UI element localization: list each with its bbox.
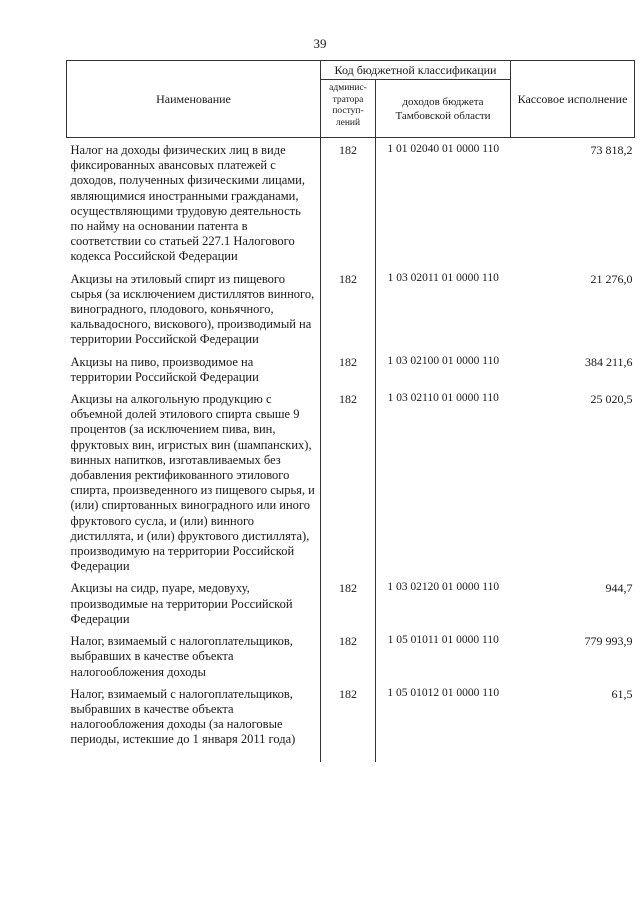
row-admin-code: 182 [321,350,376,387]
row-name: Налог, взимаемый с налогоплательщиков, выбравших в качестве объекта налогообложения доходы [67,629,321,682]
row-income-code: 1 03 02011 01 0000 110 [387,271,499,284]
page-number: 39 [313,36,327,51]
row-amount: 61,5 [611,686,633,701]
row-admin-code: 182 [321,629,376,682]
row-admin-code: 182 [321,138,376,267]
table-row [67,682,635,762]
row-amount: 384 211,6 [584,354,633,369]
row-income-code: 1 05 01011 01 0000 110 [387,634,499,647]
table-row [67,267,635,350]
header-budget-code: Код бюджетной классификации [321,61,511,80]
row-amount: 779 993,9 [584,634,633,649]
table-body [67,138,635,762]
row-name: Налог на доходы физических лиц в виде фиксированных авансовых платежей с доходов, полученных физическими лицами, являющимися иностранными гражданами, осуществляющими трудовую деятельность по найму на основании патента в соответствии со статьей 227.1 Налогового кодекса Российской Федерации [67,138,321,267]
row-amount: 21 276,0 [590,271,633,286]
row-income-code: 1 03 02110 01 0000 110 [387,392,499,405]
row-income-code: 1 01 02040 01 0000 110 [387,143,500,155]
table-row [67,138,635,267]
row-amount: 25 020,5 [590,392,633,407]
table-row [67,629,635,682]
row-name: Налог, взимаемый с налогоплательщиков, выбравших в качестве объекта налогообложения доходы (за налоговые периоды, истекшие до 1 января 2011 года) [67,682,321,762]
table-row [67,576,635,629]
row-name: Акцизы на этиловый спирт из пищевого сырья (за исключением дистиллятов винного, виноградного, плодового, коньячного, кальвадосного, вискового), производимый на территории Российской Федерации [67,267,321,350]
row-name: Акцизы на пиво, производимое на территории Российской Федерации [67,350,321,387]
row-income-code: 1 05 01012 01 0000 110 [387,686,500,699]
row-admin-code: 182 [321,682,376,762]
header-cash-execution: Кассовое исполнение [511,61,635,138]
row-admin-code: 182 [321,576,376,629]
row-name: Акцизы на сидр, пуаре, медовуху, производимые на территории Российской Федерации [67,576,321,629]
table-header [67,61,635,138]
row-name: Акцизы на алкогольную продукцию с объемной долей этилового спирта свыше 9 процентов (за исключением пива, вин, фруктовых вин, игристых вин (шампанских), винных напитков, изготавливаемых без добавления ректификованного этилового спирта, произведенного из пищевого сырья, и (или) спиртованных виноградного или иного фруктового сусла, и (или) винного дистиллята, и (или) фруктового дистиллята), производимую на территории Российской Федерации [67,387,321,576]
header-administrator: админис-тратора поступ-лений [321,80,376,138]
budget-table [66,60,635,762]
row-amount: 73 818,2 [590,143,633,157]
header-name: Наименование [67,61,321,138]
table-row [67,350,635,387]
header-income-code: доходов бюджета Тамбовской области [376,80,511,138]
row-admin-code: 182 [321,267,376,350]
row-income-code: 1 03 02100 01 0000 110 [387,354,500,367]
row-income-code: 1 03 02120 01 0000 110 [387,581,500,594]
table-row [67,387,635,576]
row-amount: 944,7 [605,581,633,596]
row-admin-code: 182 [321,387,376,576]
